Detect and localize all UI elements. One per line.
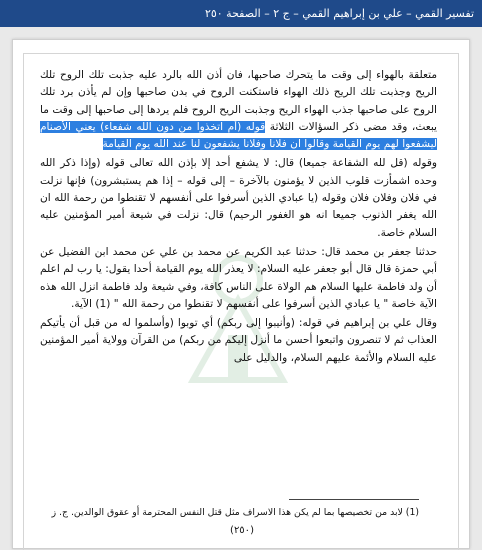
page-number: (٢٥٠) — [230, 525, 254, 536]
paragraph-4: وقال علي بن إبراهيم في قوله: (وأنيبوا إلى ربكم) أي توبوا (وأسلموا له من قبل أن يأتيكم العذاب ثم لا تنصرون واتبعوا أحسن ما أنزل إليكم من ربكم) من القرآن وولاية أمير المؤمنين عليه السلام والأئمة عليهم السلام، والدليل على — [40, 317, 437, 364]
highlighted-selection[interactable]: قوله (أم اتخذوا من دون الله شفعاء) يعني الأصنام ليشفعوا لهم يوم القيامة وقالوا ان فلانا وفلانا يشفعون لنا عند الله يوم القيامة — [40, 120, 437, 151]
header-title: تفسير القمي – علي بن إبراهيم القمي – ج ٢ – الصفحة ٢٥٠ — [204, 7, 474, 20]
footnote: (1) لابد من تخصيصها بما لم يكن هذا الاسراف مثل قتل النفس المحترمة أو عقوق الوالدين. ج. ز — [51, 507, 419, 518]
paragraph-2: وقوله (قل لله الشفاعة جميعا) قال: لا يشفع أحد إلا بإذن الله تعالى قوله (وإذا ذكر الله وحده اشمأزت قلوب الذين لا يؤمنون بالآخرة – إلى قوله – إذا هم يستبشرون) فإنها نزلت في فلان وفلان فلان وقوله (يا عبادي الذين أسرفوا على أنفسهم لا تقنطوا من رحمة الله ان الله يغفر الذنوب جميعا انه هو الغفور الرحيم) قال: نزلت في شيعة أمير المؤمنين عليه السلام خاصة. — [40, 157, 437, 239]
paragraph-3: حدثنا جعفر بن محمد قال: حدثنا عبد الكريم عن محمد بن علي عن محمد ابن الفضيل عن أبي حمزة قال قال أبو جعفر عليه السلام: لا يعذر الله يوم القيامة أحدا يقول: يا رب لم اعلم أن ولد فاطمة عليها السلام هم الولاة على الناس كافة، وفي شيعة ولد فاطمة انزل الله هذه الآية خاصة " يا عبادي الذين أسرفوا على أنفسهم لا تقنطوا من رحمة الله " (1) الآية. — [40, 245, 437, 310]
paragraph-1 — [40, 67, 437, 153]
header-bar — [0, 0, 482, 27]
body-text — [40, 67, 437, 369]
paragraph-1-text: متعلقة بالهواء إلى وقت ما يتحرك صاحبها، فان أذن الله بالرد عليه جذبت تلك الروح تلك الريح وجذبت تلك الريح ذلك الهواء فاستكنت الروح في بدن صاحبها وإن لم يأذن برد تلك الروح على صاحبها جذب الهواء الريح وجذبت الريح الروح فلم يردها إلى صاحبها إلى وقت ما يبعث، وقد مضى ذكر السؤالات الثلاثة — [40, 69, 437, 133]
footnote-divider — [289, 499, 419, 500]
document-page — [12, 39, 470, 549]
